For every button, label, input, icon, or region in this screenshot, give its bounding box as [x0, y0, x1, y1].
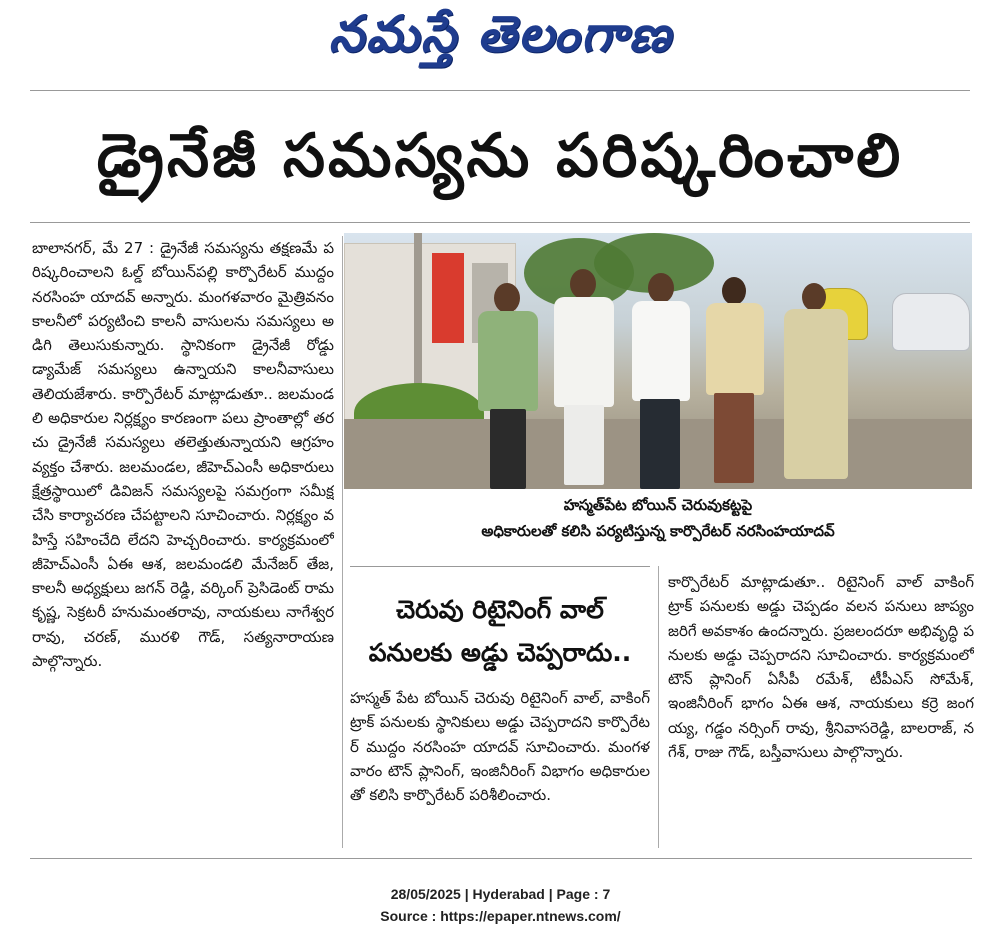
parked-car	[892, 293, 970, 351]
footer-source-line: Source : https://epaper.ntnews.com/	[380, 908, 621, 924]
subheading-line-2: పనులకు అడ్డు చెప్పరాదు..	[368, 638, 632, 667]
article-headline: డ్రైనేజీ సమస్యను పరిష్కరించాలి	[96, 120, 904, 191]
top-divider	[30, 90, 970, 91]
photo-caption-line-1: హస్మత్‌పేట బోయిన్ చెరువుకట్టపై	[563, 496, 753, 514]
photo-caption-line-2: అధికారులతో కలిసి పర్యటిస్తున్న కార్పొరేటర్ నరసింహయాదవ్	[481, 522, 835, 540]
red-shutter	[432, 253, 464, 343]
newspaper-masthead	[0, 0, 1001, 80]
right-paragraph: కార్పొరేటర్ మాట్లాడుతూ.. రిటైనింగ్ వాల్ వాకింగ్ ట్రాక్ పనులకు అడ్డు చెప్పడం వలన పనులు జాప్యం జరిగే అవకాశం ఉందన్నారు. ప్రజలందరూ అభివృద్ధి పనులకు అడ్డు చెప్పరాదని సూచించారు. కార్యక్రమంలో టౌన్ ప్లానింగ్ ఏసీపీ రమేశ్, టీపీఎస్ సోమేశ్, ఇంజినీరింగ్ భాగం ఏఈ ఆశ, నాయకులు కర్రె జంగయ్య, గడ్డం నర్సింగ్ రావు, శ్రీనివాసరెడ్డి, బాలరాజ్, నగేశ్, రాజు గౌడ్, బస్తీవాసులు పాల్గొన్నారు.	[668, 573, 974, 762]
column-divider-left	[342, 236, 343, 848]
masthead-logo-text: నమస్తే తెలంగాణ	[328, 4, 673, 63]
article-photo	[344, 233, 972, 489]
subhead-divider	[350, 566, 650, 567]
subheading-line-1: చెరువు రిటైనింగ్ వాల్	[396, 595, 604, 624]
bottom-divider	[30, 858, 972, 859]
photo-caption	[344, 492, 972, 544]
footer-date-line: 28/05/2025 | Hyderabad | Page : 7	[390, 886, 611, 902]
lead-paragraph: బాలానగర్, మే 27 : డ్రైనేజీ సమస్యను తక్షణమే పరిష్కరించాలని ఓల్డ్ బోయిన్‌పల్లి కార్పొరేటర్ ముద్దం నరసింహ యాదవ్ అన్నారు. మంగళవారం మైత్రివనం కాలనీలో పర్యటించి కాలనీ వాసులను సమస్యలు అడిగి తెలుసుకున్నారు. స్థానికంగా డ్రైనేజీ రోడ్డు డ్యామేజ్ సమస్యలు ఉన్నాయని కాలనీవాసులు తెలియజేశారు. కార్పొరేటర్ మాట్లాడుతూ.. జలమండలి అధికారుల నిర్లక్ష్యం కారణంగా పలు ప్రాంతాల్లో తరచు డ్రైనేజీ సమస్యలు తలెత్తుతున్నాయని ఆగ్రహం వ్యక్తం చేశారు. జలమండల, జీహెచ్ఎంసీ అధికారులు క్షేత్రస్థాయిలో డివిజన్ సమస్యలపై సమగ్రంగా సమీక్ష చేసి కార్యాచరణ చేపట్టాలని సూచించారు. నిర్లక్ష్యం వహిస్తే సహించేది లేదని హెచ్చరించారు. కార్యక్రమంలో జీహెచ్ఎంసీ ఏఈ ఆశ, జలమండలి మేనేజర్ తేజ, కాలనీ అధ్యక్షులు జగన్ రెడ్డి, వర్కింగ్ ప్రెసిడెంట్ రామకృష్ణ, సెక్రటరీ హనుమంతరావు, నాయకులు నాగేశ్వరరావు, చరణ్, మురళి గౌడ్, సత్యనారాయణ పాల్గొన్నారు.	[32, 239, 334, 671]
headline-divider	[30, 222, 970, 223]
column-divider-right	[658, 566, 659, 848]
section-subheading	[350, 588, 650, 674]
middle-paragraph: హస్మత్ పేట బోయిన్ చెరువు రిటైనింగ్ వాల్, వాకింగ్ ట్రాక్ పనులకు స్థానికులు అడ్డు చెప్పరాదని కార్పొరేటర్ ముద్దం నరసింహ యాదవ్ సూచించారు. మంగళవారం టౌన్ ప్లానింగ్, ఇంజినీరింగ్ విభాగం అధికారులతో కలిసి కార్పొరేటర్ పరిశీలించారు.	[350, 689, 650, 805]
